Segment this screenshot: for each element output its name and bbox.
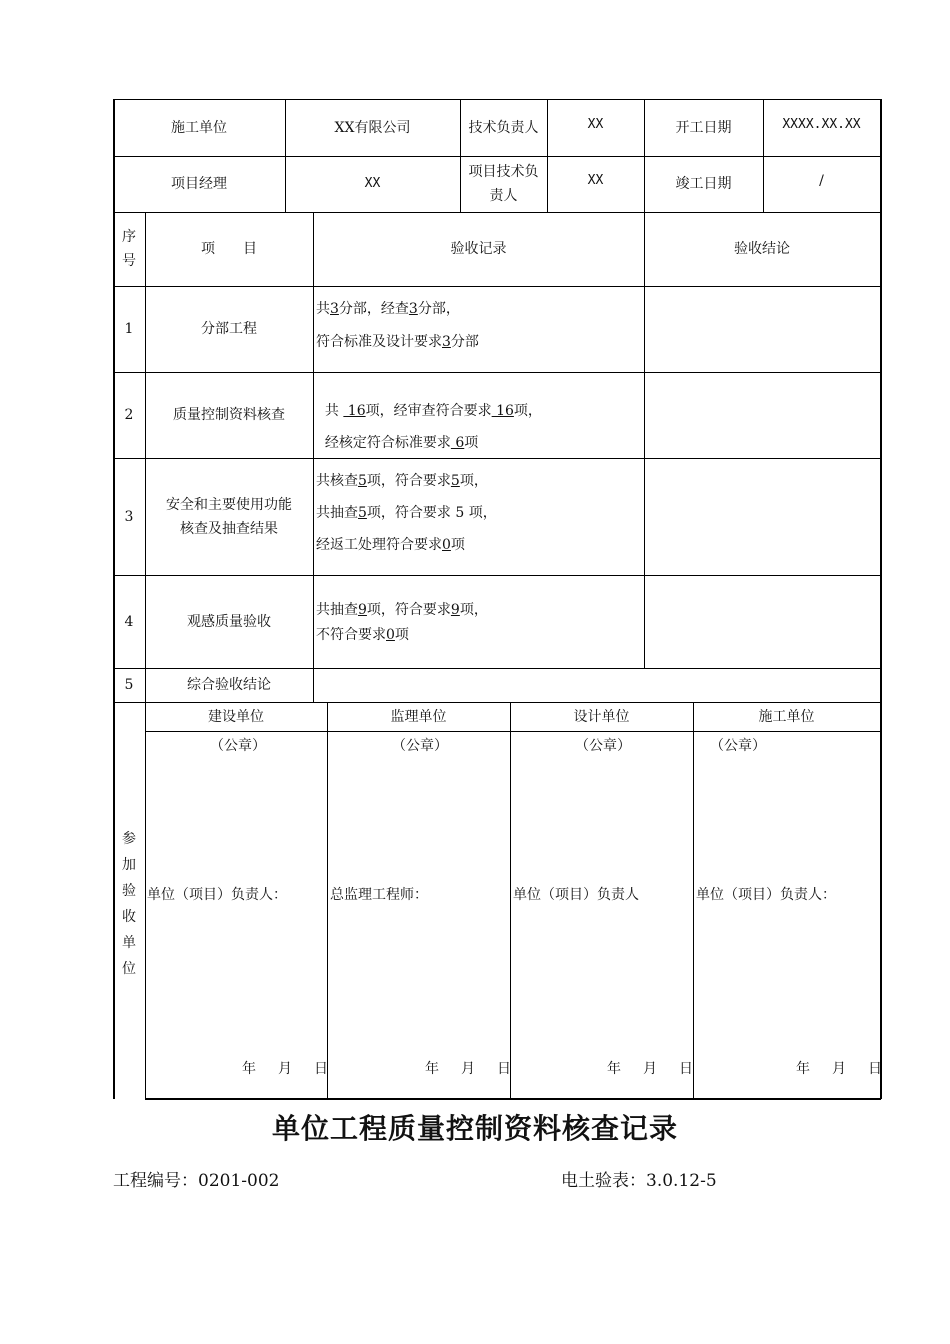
seal-design: （公章）: [575, 738, 631, 754]
row-3-name: [145, 458, 313, 575]
project-number: 工程编号：0201-002: [113, 1171, 280, 1191]
project-manager-label: 项目经理: [171, 176, 227, 192]
row-1-no: 1: [124, 321, 134, 337]
seal-supervision: （公章）: [392, 738, 448, 754]
row-2-record-line2: 经核定符合标准要求 6项: [324, 435, 479, 451]
completion-date-value: /: [819, 173, 824, 189]
row-4-name: 观感质量验收: [187, 613, 271, 630]
row-3-name-line2: 核查及抽查结果: [180, 520, 278, 537]
start-date-value: XXXX.XX.XX: [782, 117, 861, 132]
row-5-name: 综合验收结论: [187, 677, 271, 693]
conclusion-header: 验收结论: [734, 241, 790, 257]
row-3-name-line1: 安全和主要使用功能: [166, 496, 292, 513]
seal-construction-owner: （公章）: [210, 738, 266, 754]
seq-header-line2: 号: [122, 253, 136, 269]
signer-contractor: 单位（项目）负责人：: [696, 887, 836, 903]
form-number: 电土验表：3.0.12-5: [561, 1171, 717, 1191]
unit-name-supervision: 监理单位: [390, 708, 447, 725]
row-3-record-line1: 共核查5项，符合要求5项，: [316, 473, 488, 489]
project-tech-lead-label: [460, 156, 547, 212]
start-date-label: 开工日期: [675, 119, 732, 136]
project-tech-lead-label-line2: 责人: [489, 188, 518, 204]
project-manager-value: XX: [364, 176, 381, 191]
tech-lead-label: 技术负责人: [468, 119, 539, 136]
unit-name-design: 设计单位: [573, 708, 630, 725]
construction-unit-label: 施工单位: [171, 119, 227, 136]
seq-header-line1: 序: [122, 229, 136, 245]
row-1-name: 分部工程: [201, 321, 257, 337]
item-header: 项 目: [201, 241, 257, 257]
construction-unit-value: XX有限公司: [334, 119, 411, 136]
row-4-record-line2: 不符合要求0项: [316, 627, 409, 643]
participants-side-label: 参 加 验 收 单 位: [122, 831, 136, 977]
project-tech-lead-value: XX: [587, 173, 604, 188]
row-1-record-line2: 符合标准及设计要求3分部: [316, 334, 479, 350]
signer-supervision: 总监理工程师：: [330, 887, 428, 903]
record-header: 验收记录: [450, 241, 507, 257]
row-3-no: 3: [124, 508, 134, 525]
project-tech-lead-label-line1: 项目技术负: [468, 164, 539, 180]
row-5-no: 5: [124, 677, 134, 693]
signer-design: 单位（项目）负责人: [513, 887, 639, 903]
signer-construction-owner: 单位（项目）负责人：: [147, 887, 287, 903]
completion-date-label: 竣工日期: [675, 176, 732, 192]
unit-name-construction-owner: 建设单位: [208, 708, 264, 725]
unit-name-contractor: 施工单位: [758, 708, 815, 725]
row-4-no: 4: [124, 613, 134, 630]
tech-lead-value: XX: [587, 117, 604, 132]
seal-contractor: （公章）: [710, 738, 766, 754]
row-2-no: 2: [124, 407, 134, 423]
row-2-name: 质量控制资料核查: [173, 407, 285, 423]
document-title: 单位工程质量控制资料核查记录: [271, 1112, 678, 1145]
row-3-record-line2: 共抽查5项，符合要求 5 项，: [316, 505, 497, 521]
row-1-record-line1: 共3分部，经查3分部，: [316, 301, 460, 317]
row-4-record-line1: 共抽查9项，符合要求9项，: [316, 602, 488, 618]
seq-header: [113, 212, 145, 286]
row-3-record-line3: 经返工处理符合要求0项: [316, 537, 465, 553]
row-2-record-line1: 共 16项，经审查符合要求 16项，: [324, 403, 542, 419]
